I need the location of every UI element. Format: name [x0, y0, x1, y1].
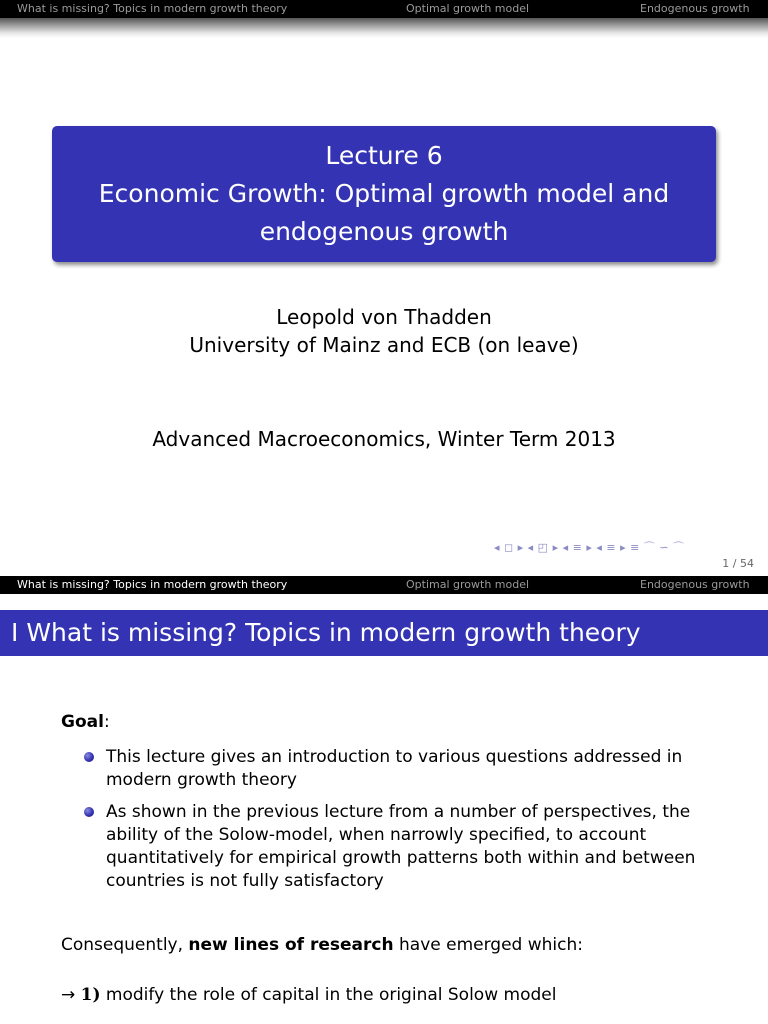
frame-title: I What is missing? Topics in modern growth theory: [11, 618, 641, 647]
point-number: 1): [80, 985, 101, 1005]
consequently-paragraph: [61, 934, 583, 957]
goal-bullet-list: [84, 746, 724, 902]
consequently-post: have emerged which:: [393, 935, 583, 955]
section-link-what-is-missing[interactable]: What is missing? Topics in modern growth theory: [17, 2, 288, 15]
course-name: Advanced Macroeconomics, Winter Term 2013: [152, 427, 616, 451]
point-1-line: [61, 984, 556, 1007]
title-line-2: Economic Growth: Optimal growth model and: [98, 179, 670, 208]
page-number: 1 / 54: [722, 557, 754, 570]
title-line-1: Lecture 6: [325, 141, 443, 170]
section-link-endogenous-growth[interactable]: Endogenous growth: [640, 578, 750, 591]
title-box: [52, 126, 716, 262]
bullet-ball-icon: [84, 807, 94, 817]
section-link-optimal-growth[interactable]: Optimal growth model: [406, 578, 530, 591]
list-item: [84, 801, 724, 893]
section-navigation-bar: [0, 0, 768, 18]
section-link-endogenous-growth[interactable]: Endogenous growth: [640, 2, 750, 15]
section-link-optimal-growth[interactable]: Optimal growth model: [406, 2, 530, 15]
headline-shadow: [0, 18, 768, 38]
beamer-navigation-icons[interactable]: ◂ ◻ ▸ ◂ ◰ ▸ ◂ ≡ ▸ ◂ ≡ ▸ ≡ ⌒ ∽ ⌒: [494, 541, 685, 554]
bullet-text: As shown in the previous lecture from a number of perspectives, the ability of the Solow-model, when narrowly specified, to account quantitatively for empirical growth patterns both within and between countries is not fully satisfactory: [106, 802, 696, 891]
arrow-icon: →: [61, 985, 81, 1005]
frame-title-bar: [0, 610, 768, 656]
goal-colon: :: [103, 712, 110, 732]
section-link-what-is-missing[interactable]: What is missing? Topics in modern growth theory: [17, 578, 288, 591]
goal-label: Goal: [61, 712, 104, 732]
consequently-pre: Consequently,: [61, 935, 189, 955]
bullet-ball-icon: [84, 752, 94, 762]
title-line-3: endogenous growth: [259, 217, 509, 246]
goal-heading: [61, 711, 110, 734]
consequently-bold: new lines of research: [188, 935, 394, 955]
point-text: modify the role of capital in the original Solow model: [100, 985, 557, 1005]
bullet-text: This lecture gives an introduction to various questions addressed in modern growth theory: [106, 747, 683, 790]
list-item: [84, 746, 724, 792]
section-navigation-bar: [0, 576, 768, 594]
author-name: Leopold von Thadden: [276, 305, 492, 329]
content-slide: [0, 576, 768, 1024]
author-affiliation: University of Mainz and ECB (on leave): [189, 333, 579, 357]
